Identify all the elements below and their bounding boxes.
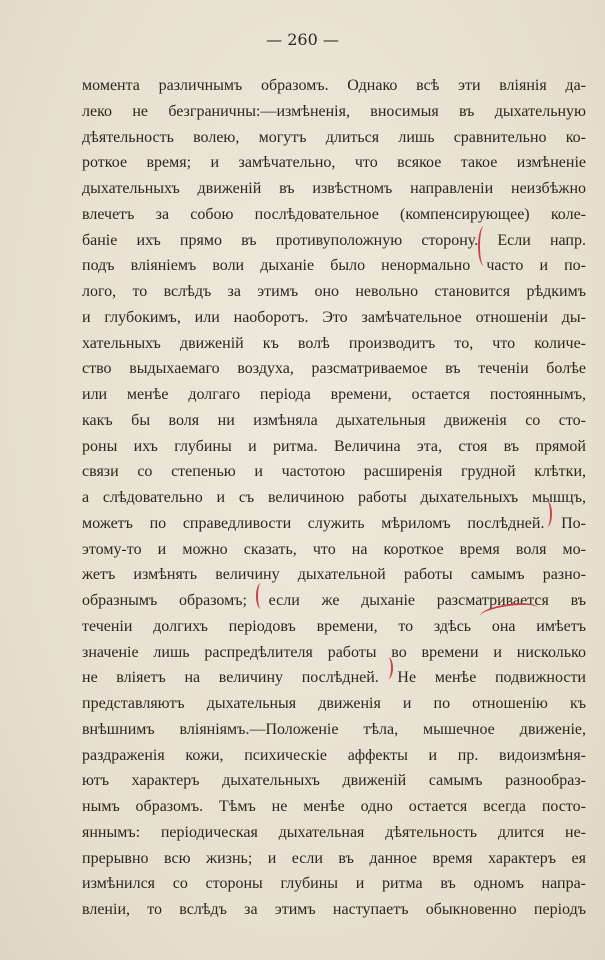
text-line: леко не безграничны:—измѣненія, вносимыя въ дыхательную bbox=[82, 102, 586, 120]
text-line: влечетъ за собою послѣдовательное (компенсирующее) коле- bbox=[82, 205, 586, 223]
text-line: нымъ образомъ. Тѣмъ не менѣе одно остается всегда посто- bbox=[82, 798, 586, 815]
text-line: хательныхъ движеній къ волѣ производитъ то, что количе- bbox=[82, 334, 586, 352]
text-line: измѣнился со стороны глубины и ритма въ одномъ напра- bbox=[82, 875, 586, 893]
body-text bbox=[82, 73, 586, 923]
text-line: а слѣдовательно и съ величиною работы дыхательныхъ мышцъ, bbox=[82, 489, 586, 506]
text-line: момента различнымъ образомъ. Однако всѣ эти вліянія да- bbox=[82, 77, 586, 94]
text-line: вленіи, то вслѣдъ за этимъ наступаетъ обыкновенно періодъ bbox=[82, 901, 586, 918]
text-line: ютъ характеръ дыхательныхъ движеній самымъ разнообраз- bbox=[82, 772, 586, 790]
text-line: прерывно всю жизнь; и если въ данное время характеръ ея bbox=[82, 849, 586, 867]
text-line: подъ вліяніемъ воли дыханіе было ненормально часто и по- bbox=[82, 257, 586, 275]
text-line: ство выдыхаемаго воздуха, разсматриваемое въ теченіи болѣе bbox=[82, 360, 586, 378]
page-number: — 260 — bbox=[266, 30, 339, 49]
text-line: и глубокимъ, или наоборотъ. Это замѣчательное отношеніи ды- bbox=[82, 308, 586, 326]
text-line: жетъ измѣнять величину дыхательной работы самымъ разно- bbox=[82, 566, 586, 584]
text-line: или менѣе долгаго періода времени, остается постояннымъ, bbox=[82, 386, 586, 403]
text-line: раздраженія кожи, психическіе аффекты и пр. видоизмѣня- bbox=[82, 746, 586, 764]
text-line: роткое время; и замѣчательно, что всякое такое измѣненіе bbox=[82, 154, 586, 172]
text-line: значеніе лишь распредѣлителя работы во времени и нисколько bbox=[82, 643, 586, 661]
text-line: лого, то вслѣдъ за этимъ оно невольно становится рѣдкимъ bbox=[82, 283, 586, 300]
text-line: роны ихъ глубины и ритма. Величина эта, стоя въ прямой bbox=[82, 437, 586, 455]
text-line: этому-то и можно сказать, что на короткое время воля мо- bbox=[82, 540, 586, 558]
text-line: можетъ по справедливости служить мѣриломъ послѣдней. По- bbox=[82, 514, 586, 532]
text-line: теченіи долгихъ періодовъ времени, то здѣсь она имѣетъ bbox=[82, 617, 586, 635]
text-line: дыхательныхъ движеній въ извѣстномъ направленіи неизбѣжно bbox=[82, 180, 586, 197]
text-line: яннымъ: періодическая дыхательная дѣятельность длится не- bbox=[82, 823, 586, 841]
text-line: какъ бы воля ни измѣняла дыхательныя движенія со сто- bbox=[82, 411, 586, 429]
text-line: не вліяетъ на величину послѣдней. Не менѣе подвижности bbox=[82, 669, 586, 687]
text-line: дѣятельность волею, могутъ длиться лишь сравнительно ко- bbox=[82, 128, 586, 146]
text-line: внѣшнимъ вліяніямъ.—Положеніе тѣла, мышечное движеніе, bbox=[82, 720, 586, 738]
text-line: баніе ихъ прямо въ противуположную сторону. Если напр. bbox=[82, 231, 586, 249]
text-line: представляютъ дыхательныя движенія и по отношенію къ bbox=[82, 695, 586, 712]
text-line: связи со степенью и частотою расширенія грудной клѣтки, bbox=[82, 463, 586, 481]
text-line: образнымъ образомъ; если же дыханіе разсматривается въ bbox=[82, 592, 586, 609]
